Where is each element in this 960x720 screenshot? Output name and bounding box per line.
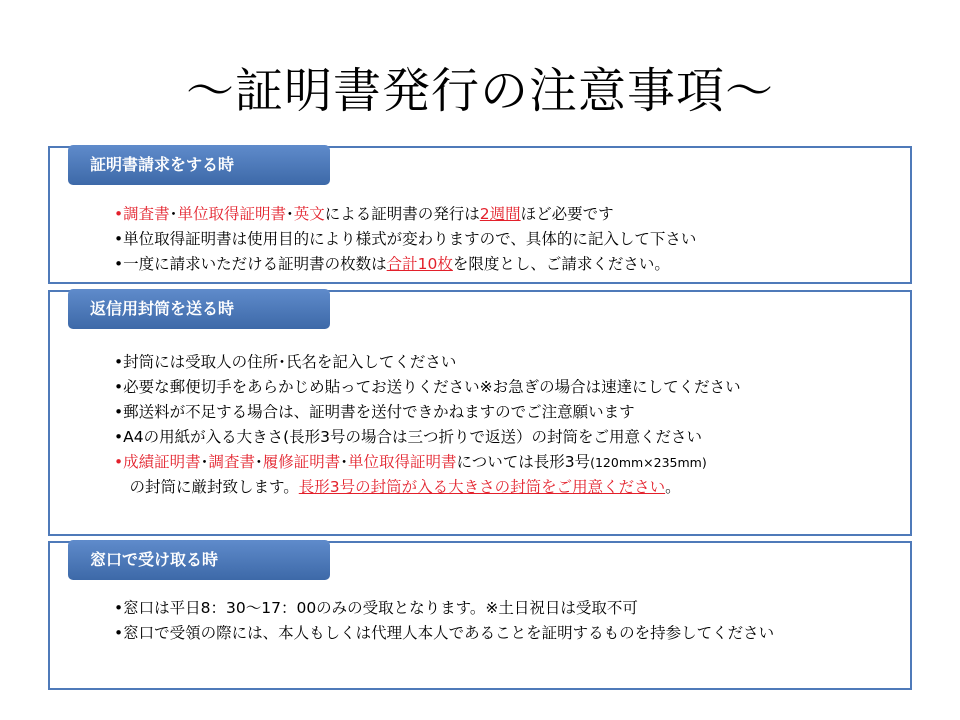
text-segment: ･ xyxy=(200,453,209,471)
list-item xyxy=(114,475,741,500)
text-segment: • xyxy=(114,205,124,223)
section-label-request: 証明書請求をする時 xyxy=(68,145,330,185)
text-segment: • xyxy=(114,453,124,471)
list-item xyxy=(114,596,774,621)
section-counter-pickup xyxy=(48,541,912,690)
text-segment: 。 xyxy=(665,478,681,496)
text-segment: 履修証明書 xyxy=(262,453,341,471)
section-items xyxy=(114,202,696,277)
text-segment: 合計10枚 xyxy=(386,255,453,273)
text-segment: 2週間 xyxy=(479,205,521,223)
text-segment: については長形3号 xyxy=(456,453,591,471)
section-label-return-envelope: 返信用封筒を送る時 xyxy=(68,289,330,329)
page-title: ～証明書発行の注意事項～ xyxy=(185,63,774,119)
text-segment: •A4の用紙が入る大きさ(長形3号の場合は三つ折りで返送）の封筒をご用意ください xyxy=(114,428,703,446)
list-item xyxy=(114,400,741,425)
text-segment: 英文 xyxy=(293,205,325,223)
text-segment: •封筒には受取人の住所･氏名を記入してください xyxy=(114,353,457,371)
section-label-counter-pickup: 窓口で受け取る時 xyxy=(68,540,330,580)
section-items xyxy=(114,350,741,500)
list-item xyxy=(114,252,696,277)
text-segment: •単位取得証明書は使用目的により様式が変わりますので、具体的に記入して下さい xyxy=(114,230,697,248)
section-return-envelope xyxy=(48,290,912,536)
text-segment: ･ xyxy=(285,205,294,223)
text-segment: 長形3号の封筒が入る大きさの封筒をご用意ください xyxy=(298,478,666,496)
text-segment: 調査書 xyxy=(123,205,170,223)
list-item xyxy=(114,375,741,400)
text-segment: 成績証明書 xyxy=(123,453,201,471)
text-segment: •一度に請求いただける証明書の枚数は xyxy=(114,255,387,273)
text-segment: による証明書の発行は xyxy=(324,205,480,223)
text-segment: •郵送料が不足する場合は、証明書を送付できかねますのでご注意願います xyxy=(114,403,635,421)
list-item xyxy=(114,202,696,227)
text-segment: ･ xyxy=(340,453,348,471)
text-segment: を限度とし、ご請求ください。 xyxy=(452,255,670,273)
section-items xyxy=(114,596,774,646)
list-item xyxy=(114,450,741,475)
list-item xyxy=(114,425,741,450)
text-segment: ･ xyxy=(254,453,263,471)
list-item xyxy=(114,621,774,646)
text-segment: ･ xyxy=(169,205,178,223)
text-segment: 単位取得証明書 xyxy=(348,453,457,471)
text-segment: (120mm×235mm) xyxy=(590,455,707,470)
text-segment: •必要な郵便切手をあらかじめ貼ってお送りください※お急ぎの場合は速達にしてください xyxy=(114,378,741,396)
list-item xyxy=(114,350,741,375)
text-segment: 調査書 xyxy=(208,453,255,471)
text-segment: ほど必要です xyxy=(520,205,614,223)
text-segment: •窓口で受領の際には、本人もしくは代理人本人であることを証明するものを持参してください xyxy=(114,624,775,642)
section-request xyxy=(48,146,912,284)
text-segment: •窓口は平日8：30〜17：00のみの受取となります。※土日祝日は受取不可 xyxy=(114,599,638,617)
text-segment: 単位取得証明書 xyxy=(177,205,286,223)
list-item xyxy=(114,227,696,252)
text-segment: の封筒に厳封致します。 xyxy=(114,478,299,496)
